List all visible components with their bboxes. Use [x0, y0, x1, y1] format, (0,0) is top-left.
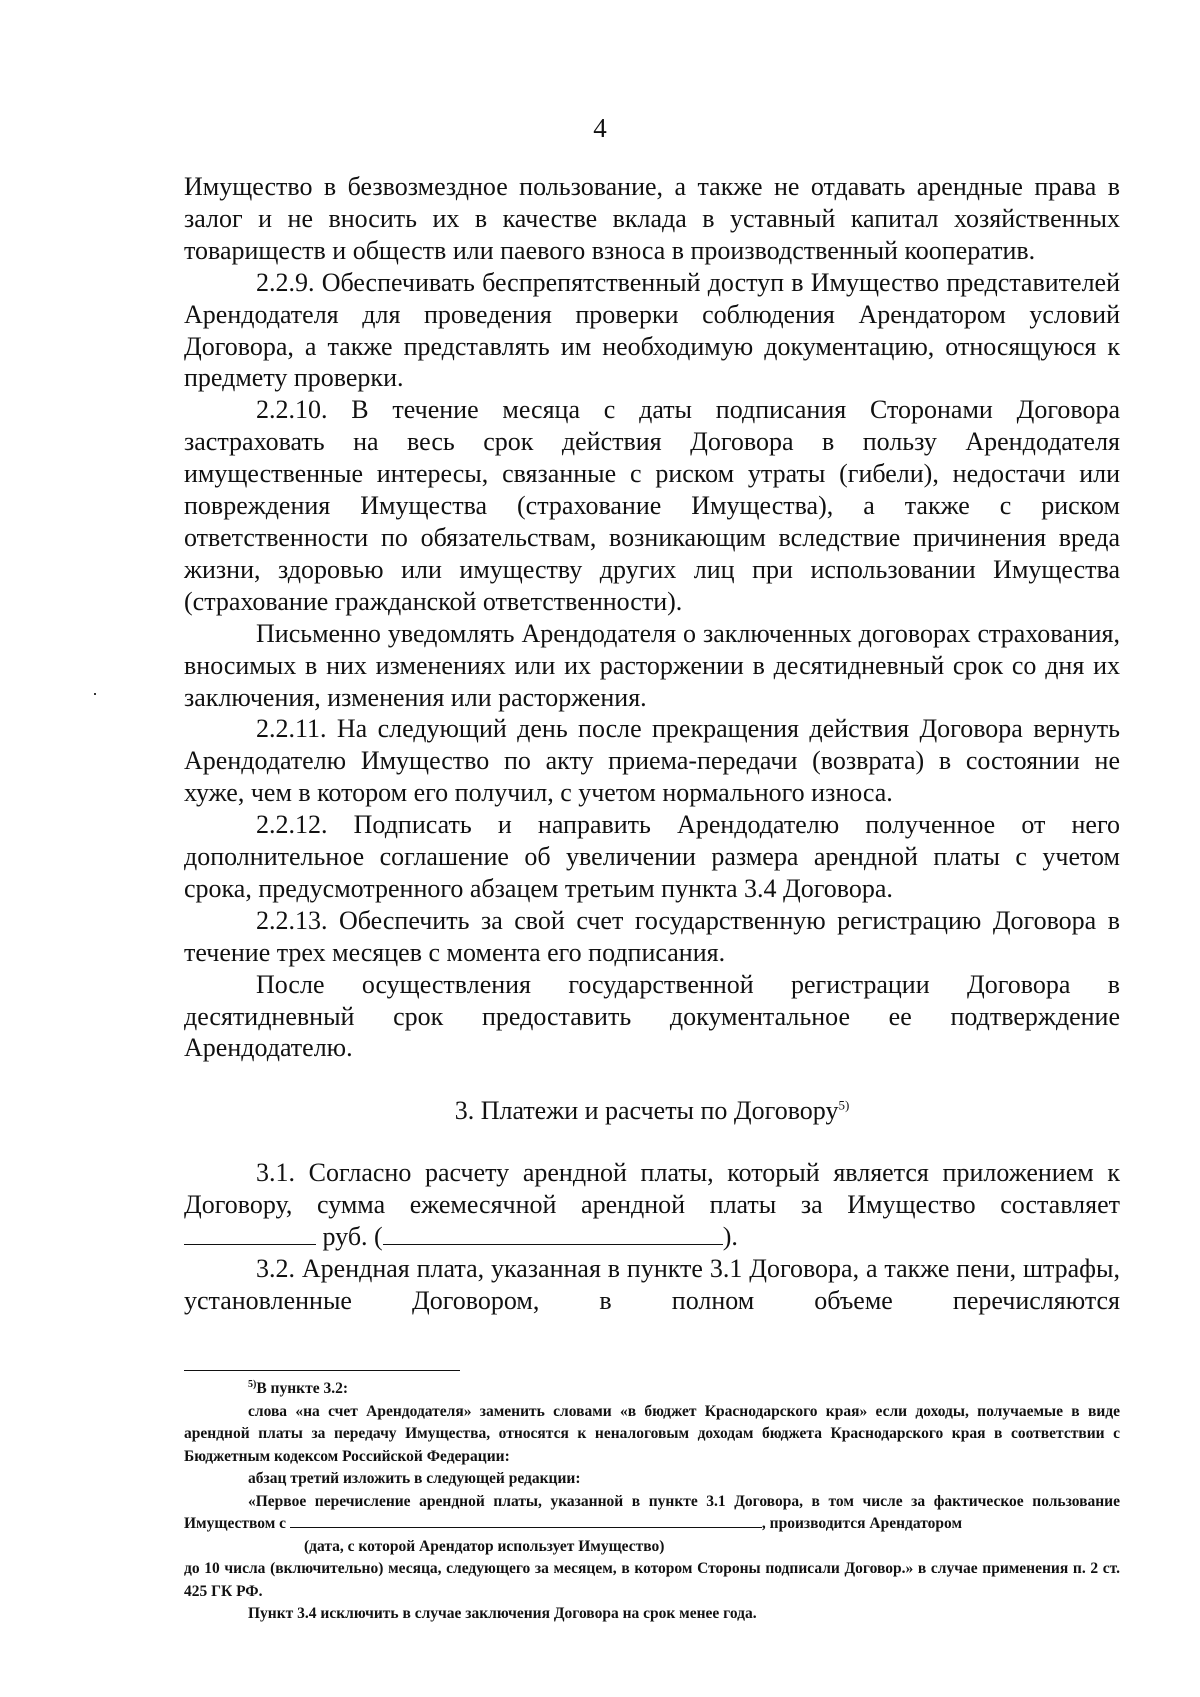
footnote-line-1: слова «на счет Арендодателя» заменить словами «в бюджет Краснодарского края» если доходы, получаемые в виде арендной платы за передачу Имущества, относятся к неналоговым доходам бюджета Краснодарского края в соответствии с Бюджетным кодексом Российской Федерации: [184, 1402, 1120, 1465]
footnote-divider [184, 1370, 460, 1371]
date-blank [290, 1513, 762, 1528]
footnote-marker: 5) [248, 1378, 257, 1390]
section-3-heading [184, 1095, 1120, 1127]
paragraph-3-1 [184, 1157, 1120, 1253]
amount-words-blank [383, 1222, 723, 1245]
footnote-title [184, 1378, 1120, 1401]
footnote-title-text: В пункте 3.2: [256, 1380, 349, 1397]
paragraph-3-2: 3.2. Арендная плата, указанная в пункте 3.1 Договора, а также пени, штрафы, установленные Договором, в полном объеме перечисляются [184, 1254, 1120, 1315]
date-blank-caption: (дата, с которой Арендатор использует Имущество) [304, 1537, 665, 1555]
paragraph-registration: После осуществления государственной регистрации Договора в десятидневный срок предоставить документальное ее подтверждение Арендодателю. [184, 969, 1120, 1063]
paragraph-3-1-end: ). [722, 1222, 738, 1252]
scan-speck [94, 693, 96, 695]
footnote-line-5: Пункт 3.4 исключить в случае заключения Договора на срок менее года. [248, 1605, 757, 1622]
footnote-line-3-start: «Первое перечисление арендной платы, указанной в пункте 3.1 Договора, в том числе за фактическое пользование Имуществом с [184, 1492, 1120, 1532]
footnote-line-3-end: , производится Арендатором [761, 1515, 963, 1532]
section-3-title: 3. Платежи и расчеты по Договору [454, 1096, 839, 1126]
document-body [184, 171, 1120, 1317]
paragraph-continuation: Имущество в безвозмездное пользование, а также не отдавать арендные права в залог и не вносить их в качестве вклада в уставный капитал хозяйственных товариществ и обществ или паевого взноса в производственный кооператив. [184, 172, 1120, 265]
footnote-ref: 5) [838, 1097, 850, 1113]
footnote [184, 1378, 1120, 1626]
paragraph-2-2-13: 2.2.13. Обеспечить за свой счет государственную регистрацию Договора в течение трех месяцев с момента его подписания. [184, 905, 1120, 967]
paragraph-insurance-notice: Письменно уведомлять Арендодателя о заключенных договорах страхования, вносимых в них изменениях или их расторжении в десятидневный срок со дня их заключения, изменения или расторжения. [184, 618, 1120, 712]
page-number: 4 [593, 113, 607, 143]
footnote-line-2: абзац третий изложить в следующей редакции: [248, 1470, 581, 1487]
paragraph-3-1-text: 3.1. Согласно расчету арендной платы, который является приложением к Договору, сумма ежемесячной арендной платы за Имущество составляет [184, 1158, 1120, 1220]
amount-blank [184, 1222, 316, 1245]
footnote-line-4: до 10 числа (включительно) месяца, следующего за месяцем, в котором Стороны подписали Договор.» в случае применения п. 2 ст. 425 ГК РФ. [184, 1560, 1120, 1600]
paragraph-2-2-10: 2.2.10. В течение месяца с даты подписания Сторонами Договора застраховать на весь срок действия Договора в пользу Арендодателя имущественные интересы, связанные с риском утраты (гибели), недостачи или повреждения Имущества (страхование Имущества), а также с риском ответственности по обязательствам, возникающим вследствие причинения вреда жизни, здоровью или имуществу других лиц при использовании Имущества (страхование гражданской ответственности). [184, 395, 1120, 616]
paragraph-2-2-11: 2.2.11. На следующий день после прекращения действия Договора вернуть Арендодателю Имущество по акту приема-передачи (возврата) в состоянии не хуже, чем в котором его получил, с учетом нормального износа. [184, 714, 1120, 808]
paragraph-2-2-12: 2.2.12. Подписать и направить Арендодателю полученное от него дополнительное соглашение об увеличении размера арендной платы с учетом срока, предусмотренного абзацем третьим пункта 3.4 Договора. [184, 810, 1120, 903]
footnote-line-3 [184, 1491, 1120, 1536]
currency-label: руб. ( [322, 1222, 383, 1252]
paragraph-2-2-9: 2.2.9. Обеспечивать беспрепятственный доступ в Имущество представителей Арендодателя для проведения проверки соблюдения Арендатором условий Договора, а также представлять им необходимую документацию, относящуюся к предмету проверки. [184, 267, 1120, 393]
